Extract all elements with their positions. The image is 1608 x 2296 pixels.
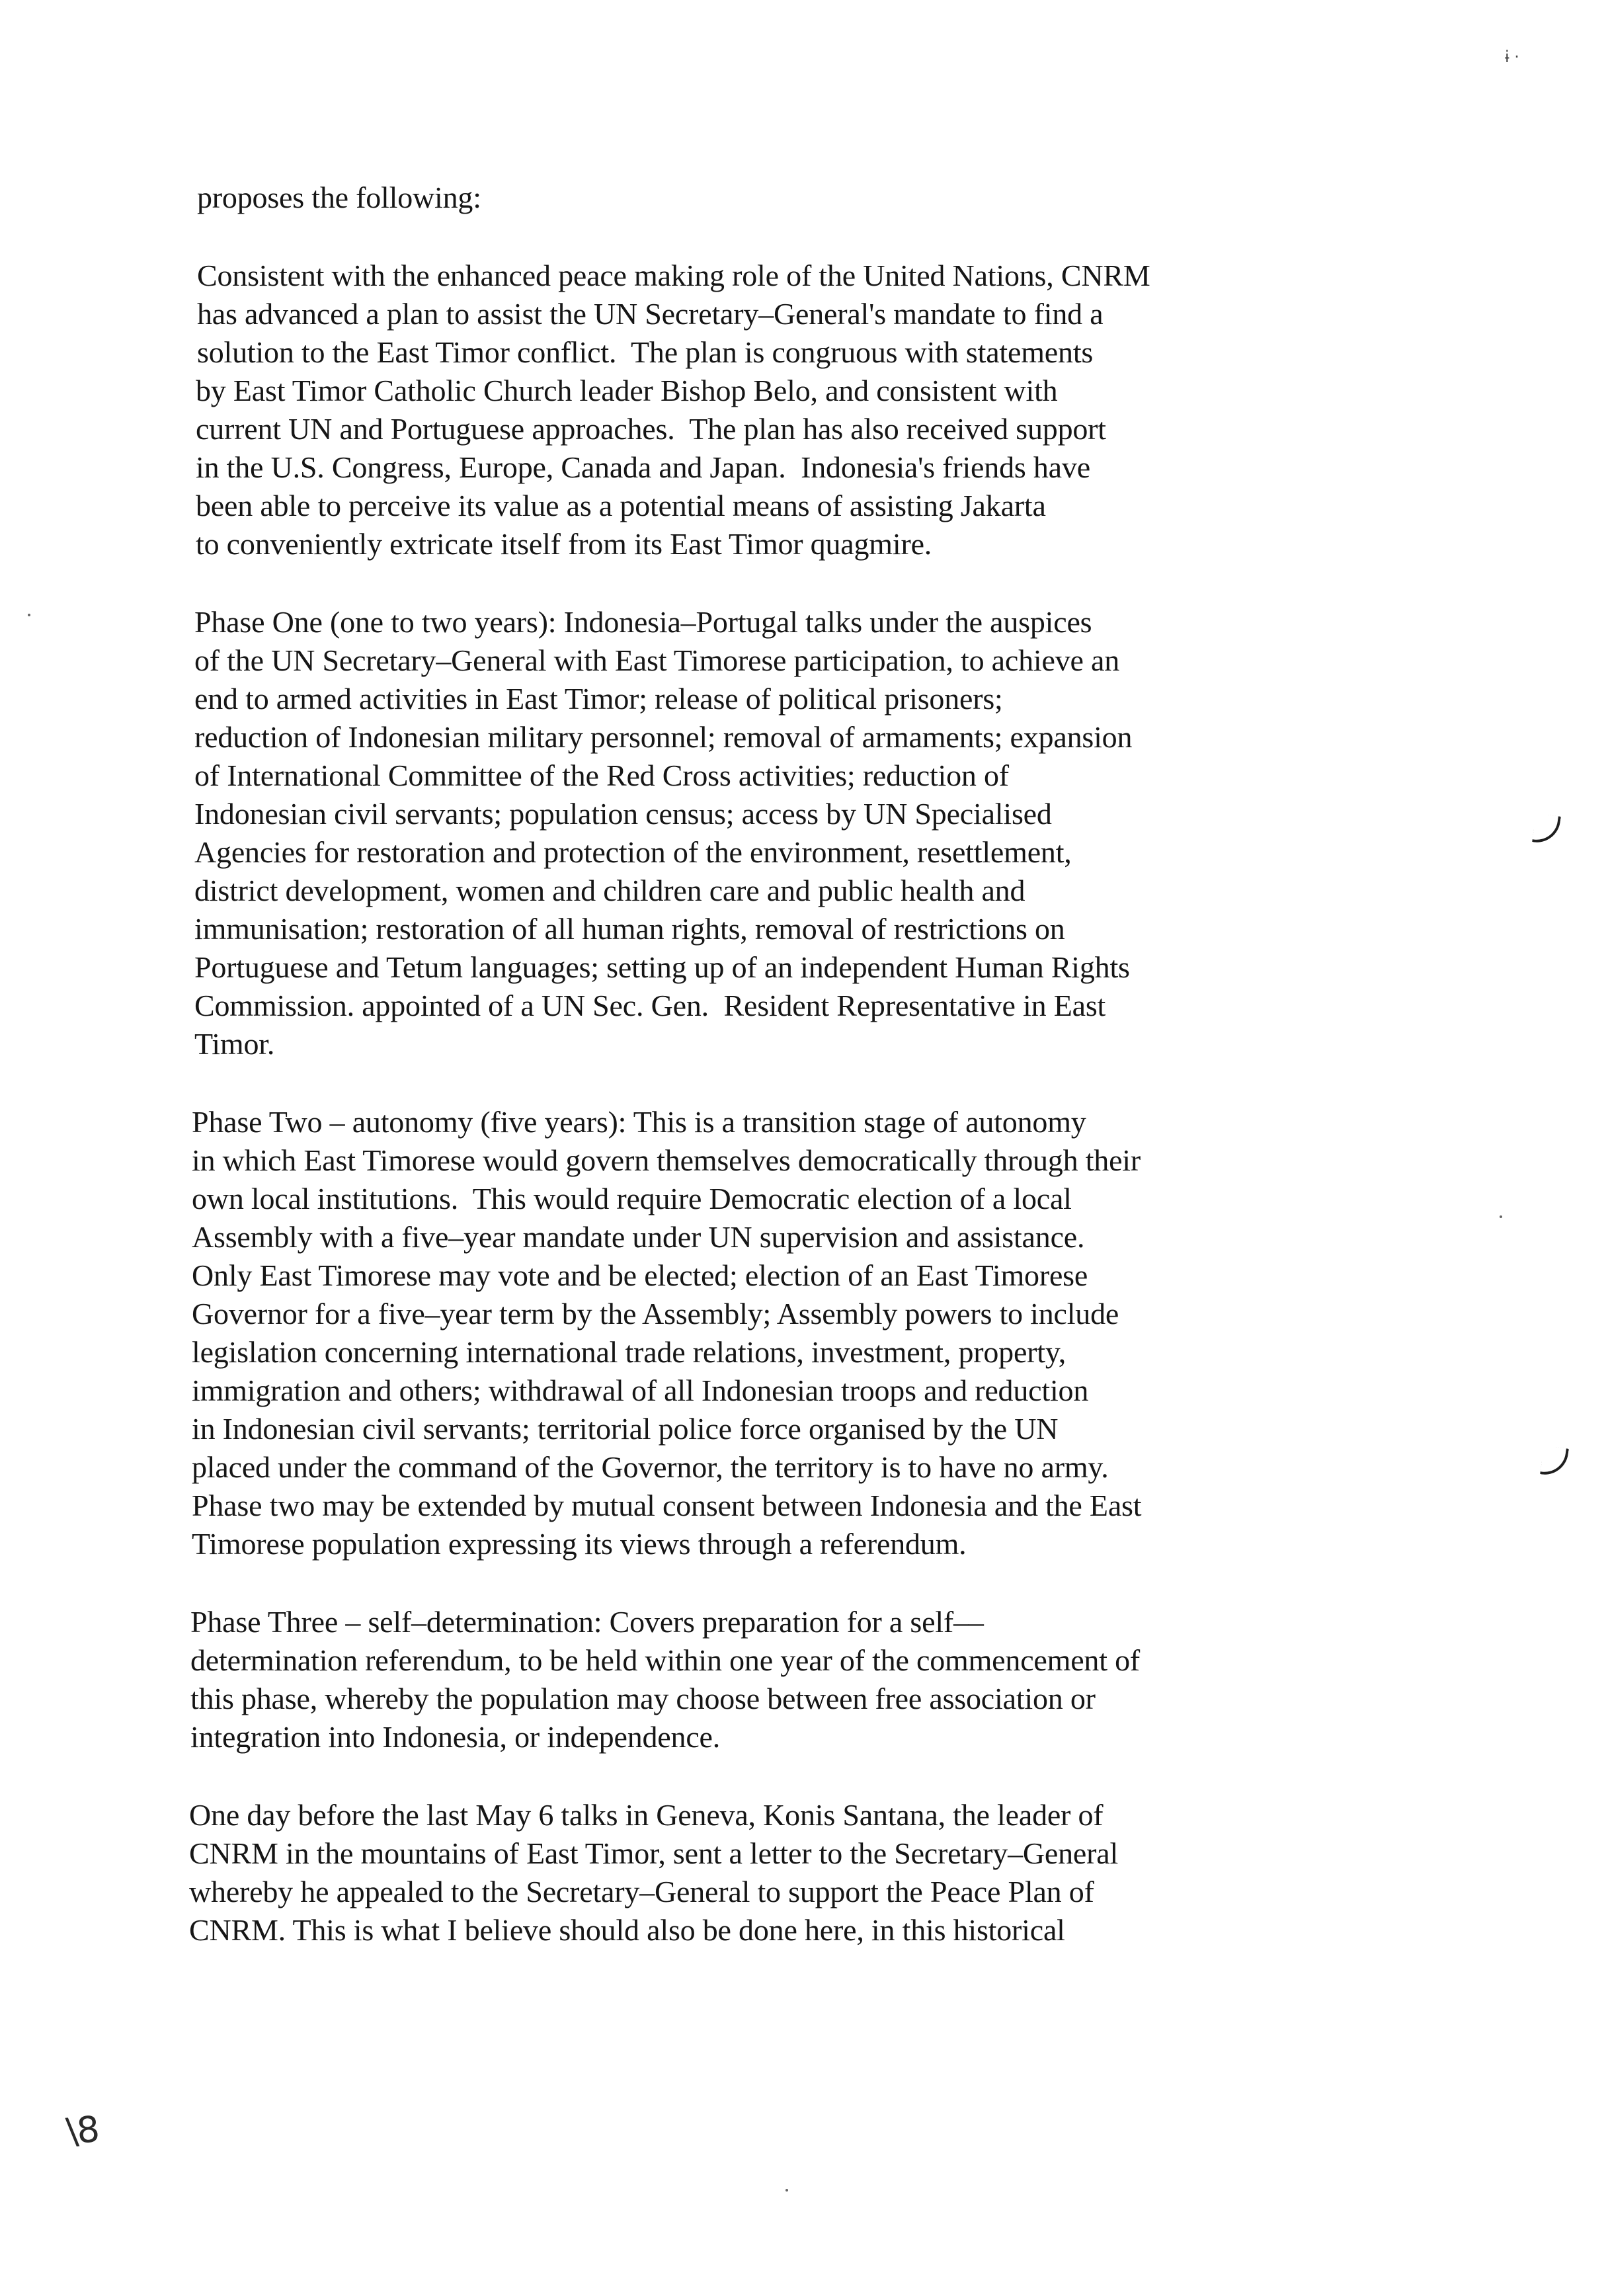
corner-mark: ɨ · bbox=[1505, 48, 1519, 66]
text-line: Phase two may be extended by mutual consent between Indonesia and the East bbox=[192, 1489, 1142, 1522]
text-line: in which East Timorese would govern themselves democratically through their bbox=[192, 1143, 1141, 1177]
text-line: Phase Three – self–determination: Covers preparation for a self–– bbox=[190, 1605, 984, 1639]
text-line: placed under the command of the Governor, the territory is to have no army. bbox=[192, 1450, 1109, 1484]
scan-speck bbox=[28, 614, 30, 616]
text-line: whereby he appealed to the Secretary–General to support the Peace Plan of bbox=[189, 1875, 1094, 1908]
text-line: been able to perceive its value as a potential means of assisting Jakarta bbox=[196, 489, 1046, 522]
text-line: integration into Indonesia, or independence. bbox=[190, 1720, 721, 1754]
text-line: by East Timor Catholic Church leader Bishop Belo, and consistent with bbox=[196, 374, 1058, 407]
text-line: Governor for a five–year term by the Assembly; Assembly powers to include bbox=[192, 1297, 1119, 1331]
text-line: legislation concerning international trade relations, investment, property, bbox=[192, 1335, 1066, 1369]
text-line: Agencies for restoration and protection of the environment, resettlement, bbox=[194, 835, 1072, 869]
text-line: current UN and Portuguese approaches. The plan has also received support bbox=[196, 412, 1106, 446]
text-line: own local institutions. This would require Democratic election of a local bbox=[192, 1182, 1072, 1215]
text-line: this phase, whereby the population may choose between free association or bbox=[190, 1682, 1096, 1715]
text-line: Commission. appointed of a UN Sec. Gen. Resident Representative in East bbox=[194, 989, 1106, 1022]
text-line: of International Committee of the Red Cross activities; reduction of bbox=[194, 758, 1009, 792]
handwritten-page-number: \8 bbox=[64, 2108, 100, 2152]
text-line: Assembly with a five–year mandate under UN supervision and assistance. bbox=[192, 1220, 1085, 1254]
text-line: immunisation; restoration of all human rights, removal of restrictions on bbox=[194, 912, 1065, 946]
scan-speck bbox=[785, 2189, 788, 2192]
text-line: Consistent with the enhanced peace making role of the United Nations, CNRM bbox=[197, 259, 1150, 292]
text-line: Phase One (one to two years): Indonesia–Portugal talks under the auspices bbox=[194, 605, 1092, 639]
text-line: CNRM. This is what I believe should also be done here, in this historical bbox=[189, 1913, 1065, 1947]
text-line: Portuguese and Tetum languages; setting up of an independent Human Rights bbox=[194, 950, 1130, 984]
scan-speck bbox=[1500, 1215, 1502, 1218]
text-line: Indonesian civil servants; population census; access by UN Specialised bbox=[194, 797, 1052, 831]
text-line: end to armed activities in East Timor; release of political prisoners; bbox=[194, 682, 1003, 716]
text-line: in Indonesian civil servants; territorial police force organised by the UN bbox=[192, 1412, 1059, 1446]
text-line: of the UN Secretary–General with East Timorese participation, to achieve an bbox=[194, 643, 1120, 677]
text-line: to conveniently extricate itself from its East Timor quagmire. bbox=[196, 527, 932, 561]
text-line: One day before the last May 6 talks in Geneva, Konis Santana, the leader of bbox=[189, 1798, 1104, 1832]
text-line: CNRM in the mountains of East Timor, sent a letter to the Secretary–General bbox=[189, 1836, 1119, 1870]
text-line: in the U.S. Congress, Europe, Canada and Japan. Indonesia's friends have bbox=[196, 450, 1090, 484]
text-line: district development, women and children care and public health and bbox=[194, 874, 1025, 907]
text-line: Timorese population expressing its views through a referendum. bbox=[192, 1527, 967, 1561]
text-line: has advanced a plan to assist the UN Secretary–General's mandate to find a bbox=[197, 297, 1104, 331]
text-line: Phase Two – autonomy (five years): This is a transition stage of autonomy bbox=[192, 1105, 1086, 1139]
text-line: proposes the following: bbox=[197, 181, 481, 214]
text-line: solution to the East Timor conflict. The plan is congruous with statements bbox=[197, 335, 1094, 369]
text-line: determination referendum, to be held within one year of the commencement of bbox=[190, 1643, 1141, 1677]
text-line: Timor. bbox=[194, 1027, 275, 1061]
text-line: immigration and others; withdrawal of all Indonesian troops and reduction bbox=[192, 1374, 1089, 1407]
text-line: reduction of Indonesian military personnel; removal of armaments; expansion bbox=[194, 720, 1133, 754]
text-line: Only East Timorese may vote and be elected; election of an East Timorese bbox=[192, 1258, 1088, 1292]
